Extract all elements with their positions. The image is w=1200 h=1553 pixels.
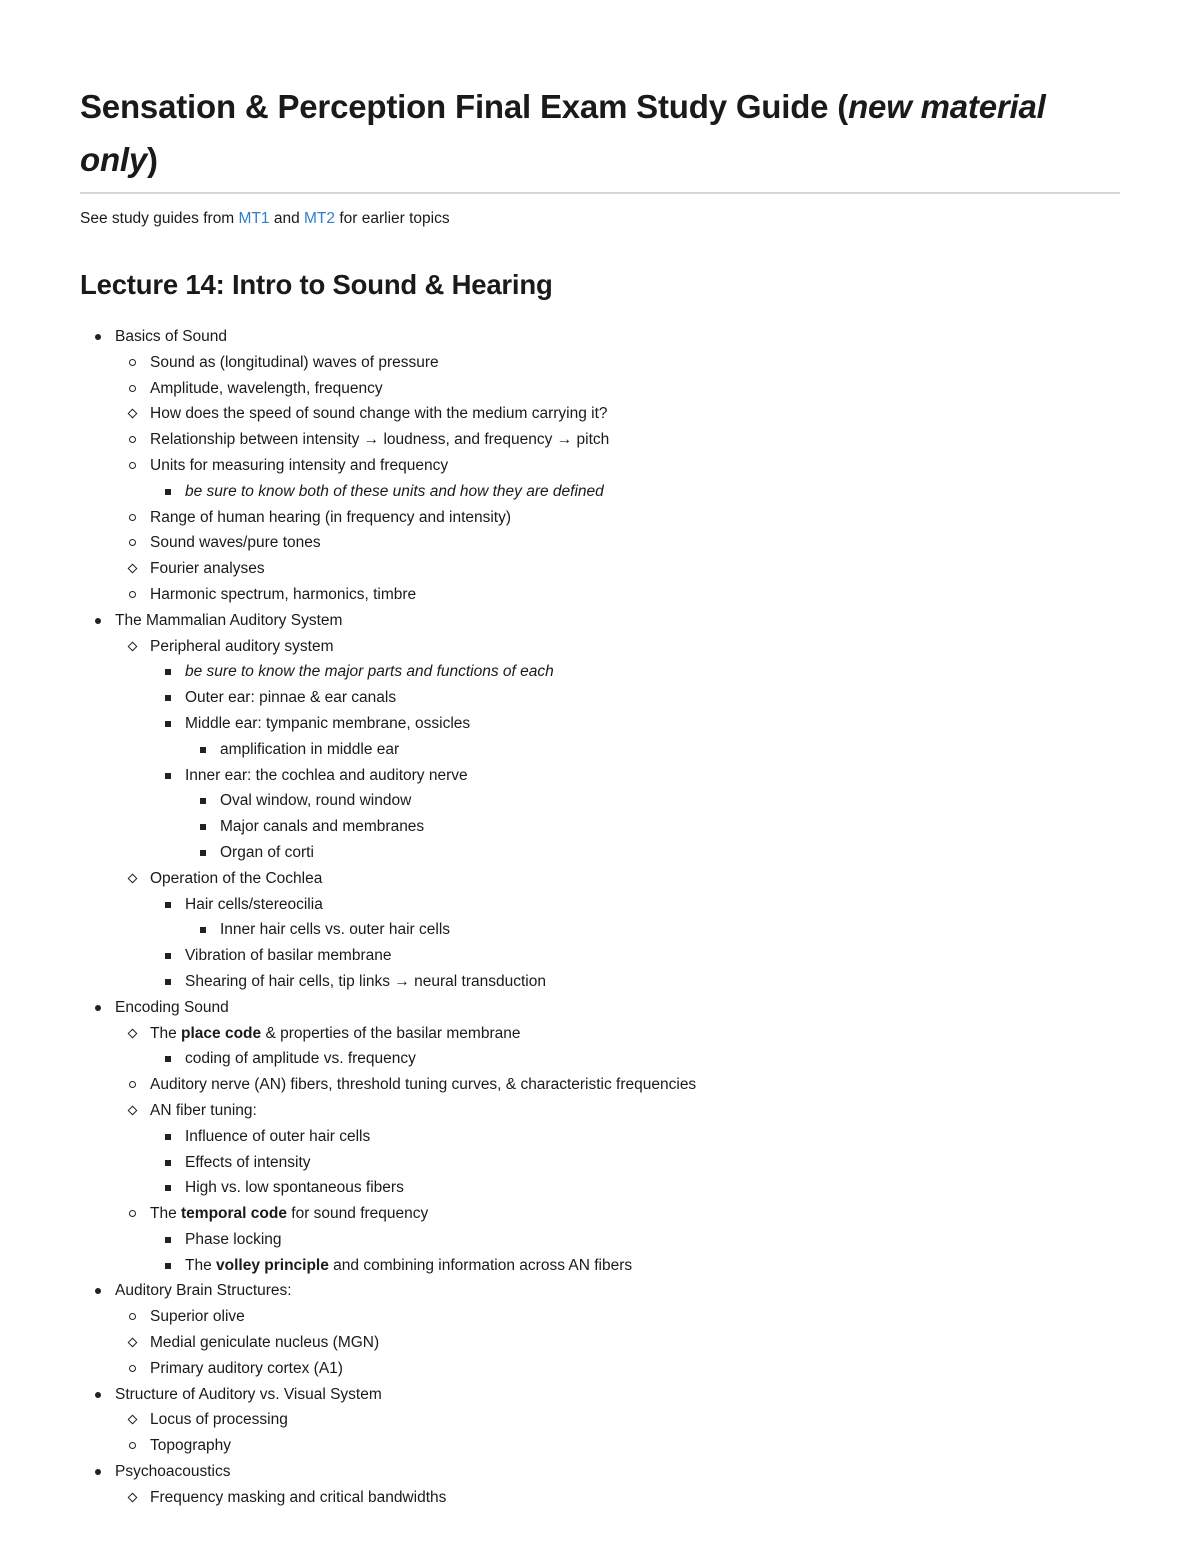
square-bullet-icon [185,814,220,840]
list-item [150,969,1120,995]
list-item [150,685,1120,711]
list-item [80,1278,1120,1381]
list-item [115,1330,1120,1356]
list-item [150,943,1120,969]
intro-text: for earlier topics [335,210,450,227]
intro-paragraph [80,208,1120,230]
item-label: be sure to know both of these units and how they are defined [185,482,604,500]
item-label: High vs. low spontaneous fibers [185,1179,404,1197]
list-item [80,324,1120,608]
list-item [150,711,1120,763]
title-close: ) [147,141,158,178]
list-item [115,1356,1120,1382]
square-bullet-icon [150,943,185,969]
circle-bullet-icon [115,582,150,608]
list-item [185,788,1120,814]
square-bullet-icon [185,917,220,943]
diamond-bullet-icon [115,1021,150,1047]
sublist [150,892,1120,995]
list-item [150,479,1120,505]
square-bullet-icon [150,685,185,711]
circle-bullet-icon [115,1072,150,1098]
list-item [115,350,1120,376]
item-label: Vibration of basilar membrane [185,947,392,965]
item-label: How does the speed of sound change with the medium carrying it? [150,405,608,423]
item-label: Organ of corti [220,843,314,861]
sublist [150,1227,1120,1279]
circle-bullet-icon [115,1433,150,1459]
bullet-icon [80,1459,115,1485]
intro-text: and [269,210,305,227]
sublist [115,1407,1120,1459]
sublist [150,479,1120,505]
sublist [115,634,1120,995]
list-item [80,608,1120,995]
circle-bullet-icon [115,1304,150,1330]
list-item [115,866,1120,995]
list-item [80,995,1120,1279]
circle-bullet-icon [115,530,150,556]
list-item [115,376,1120,402]
item-label: amplification in middle ear [220,740,400,758]
diamond-bullet-icon [115,1407,150,1433]
item-label: Sound as (longitudinal) waves of pressure [150,353,439,371]
list-item [185,737,1120,763]
circle-bullet-icon [115,427,150,453]
sublist [150,1046,1120,1072]
item-label: Middle ear: tympanic membrane, ossicles [185,714,471,732]
item-label: Effects of intensity [185,1153,311,1171]
item-label: Influence of outer hair cells [185,1127,371,1145]
item-label: and combining information across AN fibers [328,1256,633,1274]
item-label: Relationship between intensity → loudness, and frequency → pitch [150,431,610,449]
item-bold-term: volley principle [216,1256,329,1274]
sublist [150,1124,1120,1201]
circle-bullet-icon [115,376,150,402]
item-label: Primary auditory cortex (A1) [150,1359,343,1377]
item-label: Peripheral auditory system [150,637,334,655]
square-bullet-icon [150,1150,185,1176]
list-item [115,530,1120,556]
list-item [115,401,1120,427]
list-item [115,634,1120,866]
list-item [150,1046,1120,1072]
square-bullet-icon [150,1175,185,1201]
bullet-icon [80,608,115,634]
item-label: Oval window, round window [220,792,412,810]
diamond-bullet-icon [115,634,150,660]
list-item [185,840,1120,866]
mt1-link[interactable]: MT1 [238,210,270,227]
diamond-bullet-icon [115,556,150,582]
item-label: Units for measuring intensity and frequency [150,456,449,474]
square-bullet-icon [150,969,185,995]
item-label: Inner ear: the cochlea and auditory nerve [185,766,468,784]
bullet-icon [80,1382,115,1408]
item-label: Auditory nerve (AN) fibers, threshold tuning curves, & characteristic frequencies [150,1076,697,1094]
bullet-icon [80,324,115,350]
list-item [115,1433,1120,1459]
list-item [115,556,1120,582]
circle-bullet-icon [115,350,150,376]
item-bold-term: temporal code [181,1205,287,1223]
item-label: Shearing of hair cells, tip links → neural transduction [185,972,546,990]
list-item [115,1072,1120,1098]
intro-text: See study guides from [80,210,239,227]
diamond-bullet-icon [115,1485,150,1511]
list-item [115,1098,1120,1201]
item-label: The [185,1256,217,1274]
item-label: Medial geniculate nucleus (MGN) [150,1334,380,1352]
list-item [185,917,1120,943]
list-item [150,1150,1120,1176]
list-item [150,892,1120,944]
item-label: Range of human hearing (in frequency and intensity) [150,508,512,526]
square-bullet-icon [150,1253,185,1279]
sublist [115,1304,1120,1381]
item-label: The Mammalian Auditory System [115,611,343,629]
square-bullet-icon [185,840,220,866]
diamond-bullet-icon [115,866,150,892]
item-label: Locus of processing [150,1411,288,1429]
list-item [150,1227,1120,1253]
square-bullet-icon [150,1046,185,1072]
item-label: Fourier analyses [150,560,265,578]
mt2-link[interactable]: MT2 [304,210,336,227]
circle-bullet-icon [115,1201,150,1227]
item-label: Major canals and membranes [220,818,425,836]
item-label: for sound frequency [286,1205,429,1223]
list-item [150,763,1120,866]
list-item [115,1485,1120,1511]
item-label: Frequency masking and critical bandwidths [150,1488,447,1506]
list-item [150,1175,1120,1201]
diamond-bullet-icon [115,1330,150,1356]
list-item [115,1021,1120,1073]
page-title [80,80,1120,194]
square-bullet-icon [185,788,220,814]
item-label: Phase locking [185,1230,282,1248]
square-bullet-icon [185,737,220,763]
list-item [185,814,1120,840]
sublist [115,1021,1120,1279]
item-label: Inner hair cells vs. outer hair cells [220,921,451,939]
circle-bullet-icon [115,1356,150,1382]
list-item [80,1382,1120,1459]
square-bullet-icon [150,711,185,737]
square-bullet-icon [150,1227,185,1253]
diamond-bullet-icon [115,401,150,427]
list-item [115,453,1120,505]
item-label: Amplitude, wavelength, frequency [150,379,383,397]
circle-bullet-icon [115,505,150,531]
item-label: Basics of Sound [115,328,228,345]
title-italic: new material only [80,88,1046,178]
section-heading: Lecture 14: Intro to Sound & Hearing [80,269,553,300]
title-text: Sensation & Perception Final Exam Study Guide ( [80,88,849,125]
bullet-icon [80,995,115,1021]
list-item [115,505,1120,531]
item-label: Sound waves/pure tones [150,534,321,552]
item-label: & properties of the basilar membrane [261,1024,521,1042]
diamond-bullet-icon [115,1098,150,1124]
sublist [185,917,1120,943]
item-label: The [150,1205,182,1223]
square-bullet-icon [150,892,185,918]
list-item [115,1201,1120,1278]
item-label: be sure to know the major parts and functions of each [185,663,554,681]
item-label: Psychoacoustics [115,1463,231,1481]
item-label: Outer ear: pinnae & ear canals [185,689,397,707]
square-bullet-icon [150,659,185,685]
item-label: AN fiber tuning: [150,1101,257,1119]
item-label: Hair cells/stereocilia [185,895,323,913]
circle-bullet-icon [115,453,150,479]
item-label: The [150,1024,182,1042]
list-item [150,1124,1120,1150]
item-label: Superior olive [150,1308,245,1326]
list-item [150,659,1120,685]
item-label: Harmonic spectrum, harmonics, timbre [150,585,417,603]
list-item [115,1304,1120,1330]
square-bullet-icon [150,763,185,789]
item-label: Encoding Sound [115,998,229,1016]
sublist [150,659,1120,865]
item-label: coding of amplitude vs. frequency [185,1050,416,1068]
bullet-icon [80,1278,115,1304]
sublist [185,737,1120,763]
item-label: Structure of Auditory vs. Visual System [115,1385,382,1403]
list-item [115,582,1120,608]
square-bullet-icon [150,479,185,505]
list-item [150,1253,1120,1279]
list-item [80,1459,1120,1511]
sublist [115,350,1120,608]
sublist [185,788,1120,865]
list-item [115,427,1120,453]
outline-list [80,324,1120,1511]
list-item [115,1407,1120,1433]
item-bold-term: place code [181,1024,262,1042]
square-bullet-icon [150,1124,185,1150]
sublist [115,1485,1120,1511]
item-label: Topography [150,1437,232,1455]
item-label: Auditory Brain Structures: [115,1282,292,1300]
item-label: Operation of the Cochlea [150,869,323,887]
